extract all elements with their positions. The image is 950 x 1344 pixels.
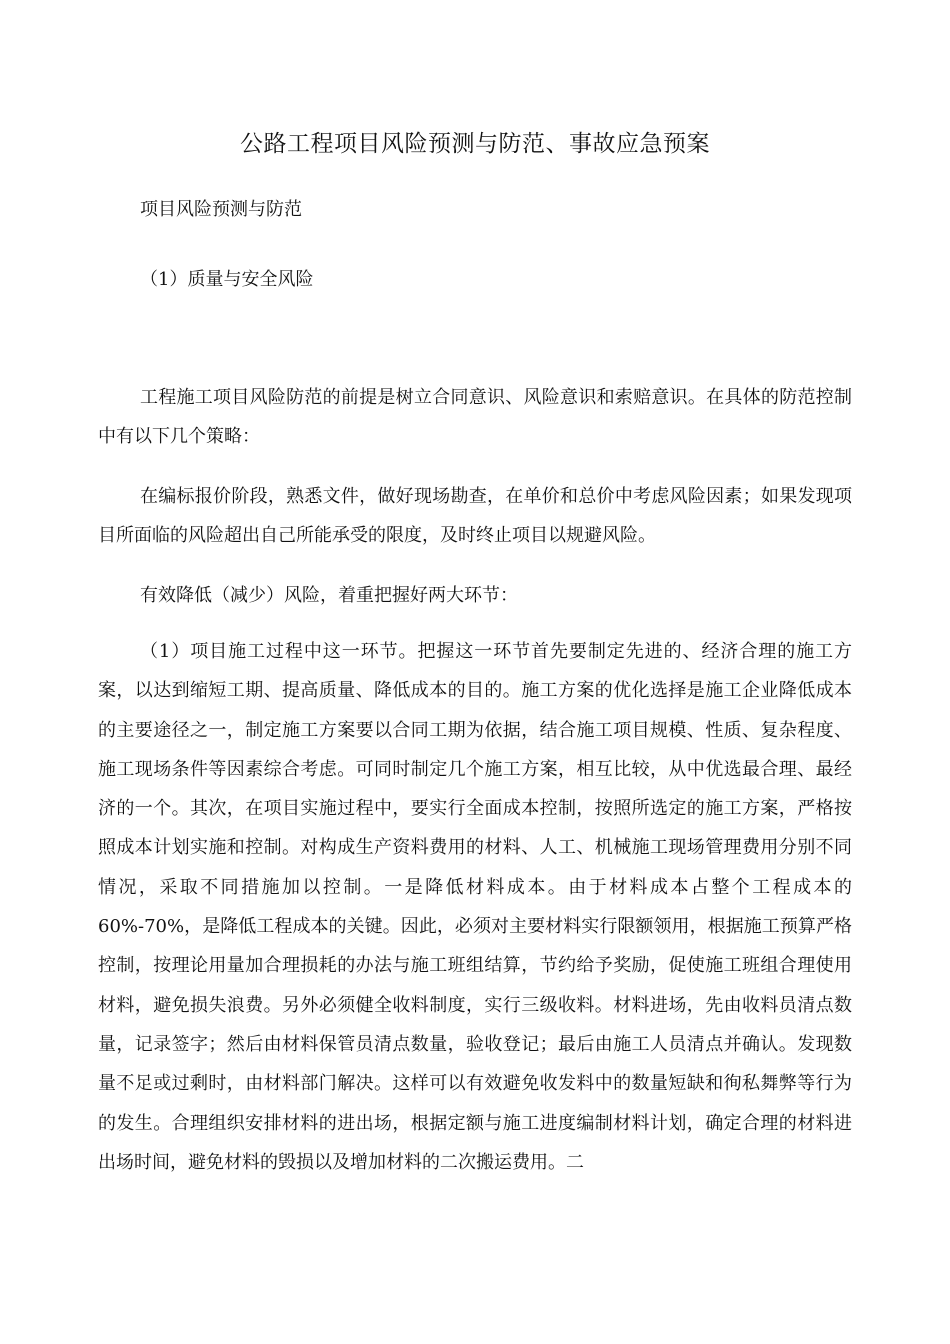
paragraph-reduce-risk: 有效降低（减少）风险，着重把握好两大环节： xyxy=(140,585,518,606)
paragraph-bidding-stage: 在编标报价阶段，熟悉文件，做好现场勘查，在单价和总价中考虑风险因素；如果发现项目所面临的风险超出自己所能承受的限度，及时终止项目以规避风险。 xyxy=(98,486,852,547)
section-heading: 项目风险预测与防范 xyxy=(140,199,302,220)
subsection-heading: （1）质量与安全风险 xyxy=(140,269,314,290)
paragraph-construction-process: （1）项目施工过程中这一环节。把握这一环节首先要制定先进的、经济合理的施工方案，以达到缩短工期、提高质量、降低成本的目的。施工方案的优化选择是施工企业降低成本的主要途径之一，制定施工方案要以合同工期为依据，结合施工项目规模、性质、复杂程度、施工现场条件等因素综合考虑。可同时制定几个施工方案，相互比较，从中优选最合理、最经济的一个。其次，在项目实施过程中，要实行全面成本控制，按照所选定的施工方案，严格按照成本计划实施和控制。对构成生产资料费用的材料、人工、机械施工现场管理费用分别不同情况，采取不同措施加以控制。一是降低材料成本。由于材料成本占整个工程成本的60%-70%，是降低工程成本的关键。因此，必须对主要材料实行限额领用，根据施工预算严格控制，按理论用量加合理损耗的办法与施工班组结算，节约给予奖励，促使施工班组合理使用材料，避免损失浪费。另外必须健全收料制度，实行三级收料。材料进场，先由收料员清点数量，记录签字；然后由材料保管员清点数量，验收登记；最后由施工人员清点并确认。发现数量不足或过剩时，由材料部门解决。这样可以有效避免收发料中的数量短缺和徇私舞弊等行为的发生。合理组织安排材料的进出场，根据定额与施工进度编制材料计划，确定合理的材料进出场时间，避免材料的毁损以及增加材料的二次搬运费用。二 xyxy=(98,641,852,1173)
paragraph-risk-prevention-premise: 工程施工项目风险防范的前提是树立合同意识、风险意识和索赔意识。在具体的防范控制中有以下几个策略： xyxy=(98,387,852,448)
document-title: 公路工程项目风险预测与防范、事故应急预案 xyxy=(240,131,710,157)
